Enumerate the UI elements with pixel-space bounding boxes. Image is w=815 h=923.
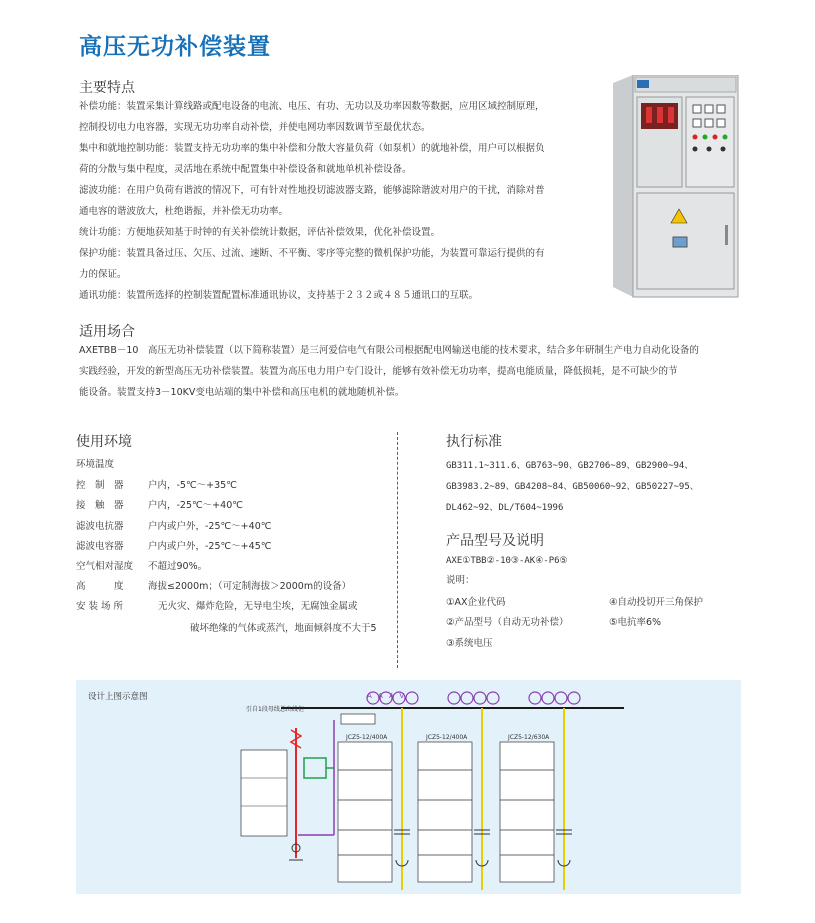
application-line: 能设备。装置支持3－10KV变电站端的集中补偿和高压电机的就地随机补偿。 bbox=[79, 387, 405, 398]
page-title: 高压无功补偿装置 bbox=[79, 34, 271, 60]
feature-line: 力的保证。 bbox=[79, 269, 127, 280]
diagram-caption: 设计上图示意图 bbox=[88, 692, 148, 702]
env-key: 接 触 器 bbox=[76, 500, 124, 511]
model-note: 说明： bbox=[446, 575, 475, 586]
feature-line: 通讯功能：装置所选择的控制装置配置标准通讯协议，支持基于２３２或４８５通讯口的互联。 bbox=[79, 290, 479, 301]
meter-labels-1 bbox=[367, 692, 410, 700]
feature-line: 控制投切电力电容器，实现无功功率自动补偿，并使电网功率因数调节至最优状态。 bbox=[79, 122, 431, 133]
feature-line: 荷的分散与集中程度，灵活地在系统中配置集中补偿设备和就地单机补偿设备。 bbox=[79, 164, 412, 175]
feeder-label: 引自1段母线总出线柜 bbox=[246, 706, 304, 713]
column-divider bbox=[397, 432, 398, 668]
meter-label: A bbox=[367, 692, 378, 700]
feature-line: 保护功能：装置具备过压、欠压、过流、速断、不平衡、零序等完整的微机保护功能，为装置可靠运行提供的有 bbox=[79, 248, 545, 259]
env-row bbox=[76, 477, 237, 491]
env-key: 空气相对湿度 bbox=[76, 561, 134, 572]
env-row bbox=[76, 497, 243, 511]
env-row bbox=[76, 598, 358, 612]
env-key: 高 度 bbox=[76, 581, 124, 592]
feature-line: 补偿功能：装置采集计算线路或配电设备的电流、电压、有功、无功以及功率因数等数据，应用区域控制原理， bbox=[79, 101, 545, 112]
application-line: 实践经验，开发的新型高压无功补偿装置。装置为高压电力用户专门设计，能够有效补偿无功功率，提高电能质量，降低损耗，是不可缺少的节 bbox=[79, 366, 678, 377]
env-value: 户内或户外，-25℃～+40℃ bbox=[148, 521, 272, 532]
environment-heading: 使用环境 bbox=[76, 434, 132, 450]
schematic-svg bbox=[76, 680, 741, 894]
application-text bbox=[79, 340, 759, 403]
switchgear-cabinet-image bbox=[613, 75, 743, 300]
cabinet-label: JCZ5-12/630A bbox=[508, 734, 550, 741]
env-value: 户内或户外，-25℃～+45℃ bbox=[148, 541, 272, 552]
env-row bbox=[76, 558, 207, 572]
env-key: 安 装 场 所 bbox=[76, 601, 124, 612]
env-row bbox=[76, 538, 271, 552]
env-key: 控 制 器 bbox=[76, 480, 124, 491]
features-heading: 主要特点 bbox=[79, 80, 135, 96]
model-item: ②产品型号（自动无功补偿） bbox=[446, 617, 569, 628]
feature-line: 集中和就地控制功能：装置支持无功功率的集中补偿和分散大容量负荷（如泵机）的就地补偿，用户可以根据负 bbox=[79, 143, 545, 154]
env-value: 不超过90%。 bbox=[148, 561, 208, 572]
env-key: 环境温度 bbox=[76, 459, 115, 470]
features-text bbox=[79, 96, 594, 306]
meter-label: A bbox=[388, 692, 400, 700]
model-item: ④自动投切开三角保护 bbox=[609, 597, 704, 608]
schematic-diagram bbox=[76, 680, 741, 894]
standard-line: GB311.1~311.6、GB763~90、GB2706~89、GB2900~94、 bbox=[446, 461, 694, 471]
model-item: ③系统电压 bbox=[446, 638, 493, 649]
model-item: ⑤电抗率6% bbox=[609, 617, 662, 628]
env-row bbox=[76, 578, 351, 592]
env-value: 无火灾、爆炸危险，无导电尘埃，无腐蚀金属或 bbox=[158, 601, 358, 612]
feature-line: 通电容的谐波放大，杜绝谐振，并补偿无功功率。 bbox=[79, 206, 289, 217]
model-item: ①AX企业代码 bbox=[446, 597, 506, 608]
feature-line: 统计功能：方便地获知基于时钟的有关补偿统计数据，评估补偿效果，优化补偿设置。 bbox=[79, 227, 441, 238]
meter-label: A bbox=[377, 692, 389, 700]
standards-heading: 执行标准 bbox=[446, 434, 502, 450]
env-key: 滤波电容器 bbox=[76, 541, 124, 552]
env-row bbox=[76, 518, 271, 532]
env-value: 户内，-5℃～+35℃ bbox=[148, 480, 237, 491]
env-key: 滤波电抗器 bbox=[76, 521, 124, 532]
env-row bbox=[76, 456, 148, 470]
model-code: AXE①TBB②-10③-AK④-P6⑤ bbox=[446, 556, 568, 566]
standards-list bbox=[446, 456, 699, 519]
feature-line: 滤波功能：在用户负荷有谐波的情况下，可有针对性地投切滤波器支路，能够滤除谐波对用户的干扰，消除对普 bbox=[79, 185, 545, 196]
meter-label: V bbox=[399, 692, 411, 700]
cabinet-label: JCZ5-12/400A bbox=[426, 734, 468, 741]
standard-line: GB3983.2~89、GB4208~84、GB50060~92、GB50227~95、 bbox=[446, 482, 699, 492]
env-value: 海拔≤2000m；（可定制海拔＞2000m的设备） bbox=[148, 581, 352, 592]
application-line: AXETBB－10 高压无功补偿装置（以下简称装置）是三河爱信电气有限公司根据配电网输送电能的技术要求，结合多年研制生产电力自动化设备的 bbox=[79, 345, 699, 356]
env-value: 户内，-25℃～+40℃ bbox=[148, 500, 243, 511]
application-heading: 适用场合 bbox=[79, 324, 135, 340]
model-heading: 产品型号及说明 bbox=[446, 533, 544, 549]
cabinet-label: JCZ5-12/400A bbox=[346, 734, 388, 741]
env-row-continued: 破坏绝缘的气体或蒸汽，地面倾斜度不大于5 bbox=[190, 623, 377, 634]
standard-line: DL462~92、DL/T604~1996 bbox=[446, 503, 564, 513]
